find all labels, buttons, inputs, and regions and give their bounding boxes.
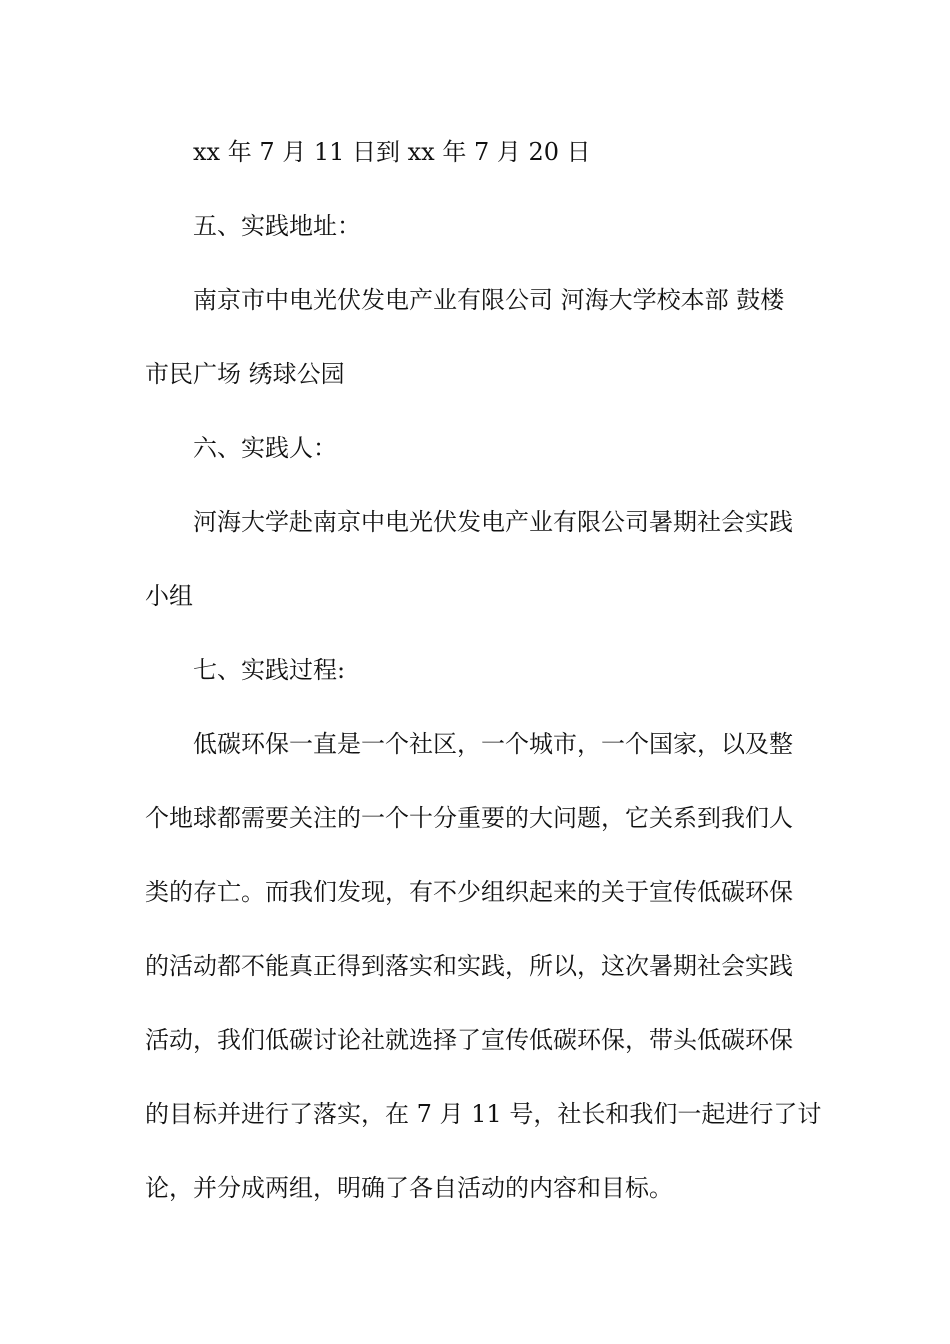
process-paragraph-line-1: 低碳环保一直是一个社区，一个城市，一个国家，以及整: [193, 730, 793, 758]
section-seven-heading: 七、实践过程:: [193, 656, 346, 684]
address-line-2: 市民广场 绣球公园: [145, 360, 345, 388]
section-six-heading: 六、实践人：: [193, 434, 337, 462]
process-paragraph-line-2: 个地球都需要关注的一个十分重要的大问题，它关系到我们人: [145, 804, 793, 832]
section-five-heading: 五、实践地址：: [193, 212, 361, 240]
process-paragraph-line-4: 的活动都不能真正得到落实和实践，所以，这次暑期社会实践: [145, 952, 793, 980]
process-paragraph-line-6: 的目标并进行了落实，在 7 月 11 号，社长和我们一起进行了讨: [145, 1100, 822, 1128]
process-paragraph-line-7: 论，并分成两组，明确了各自活动的内容和目标。: [145, 1174, 673, 1202]
process-paragraph-line-3: 类的存亡。而我们发现，有不少组织起来的关于宣传低碳环保: [145, 878, 793, 906]
participants-line-1: 河海大学赴南京中电光伏发电产业有限公司暑期社会实践: [193, 508, 793, 536]
process-paragraph-line-5: 活动，我们低碳讨论社就选择了宣传低碳环保，带头低碳环保: [145, 1026, 793, 1054]
participants-line-2: 小组: [145, 582, 193, 610]
address-line-1: 南京市中电光伏发电产业有限公司 河海大学校本部 鼓楼: [193, 286, 785, 314]
date-range-line: xx 年 7 月 11 日到 xx 年 7 月 20 日: [193, 138, 591, 166]
